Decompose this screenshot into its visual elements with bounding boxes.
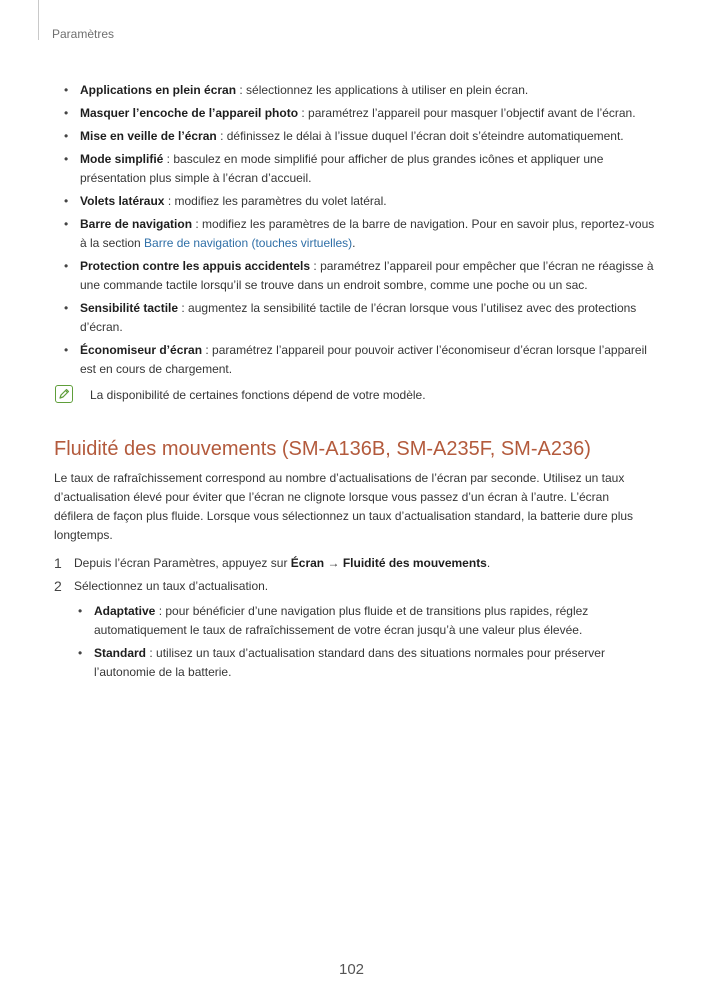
setting-term: Volets latéraux [80,194,165,208]
setting-desc: : paramétrez l’appareil pour pouvoir activer l’économiseur d’écran lorsque l’appareil est en cours de chargement. [80,343,647,376]
list-item [80,299,655,337]
list-item [80,257,655,295]
section-title: Fluidité des mouvements (SM-A136B, SM-A235F, SM-A236) [54,438,591,460]
setting-term: Mise en veille de l’écran [80,129,217,143]
header-rule [38,0,39,40]
list-item [80,104,655,123]
list-item [80,150,655,188]
setting-desc: : sélectionnez les applications à utiliser en plein écran. [236,83,529,97]
step-2 [54,577,646,682]
setting-term: Masquer l’encoche de l’appareil photo [80,106,299,120]
list-item [80,81,655,100]
arrow-icon: → [327,556,340,570]
setting-term: Barre de navigation [80,217,193,231]
setting-desc: : définissez le délai à l’issue duquel l’écran doit s’éteindre automatiquement. [216,129,624,143]
step-number: 2 [54,578,62,594]
setting-term: Économiseur d’écran [80,343,203,357]
menu-display: Écran [290,556,325,570]
navigation-bar-link[interactable]: Barre de navigation (touches virtuelles) [144,236,353,250]
step-text: Depuis l’écran Paramètres, appuyez sur [74,556,291,570]
setting-desc: : basculez en mode simplifié pour afficher de plus grandes icônes et appliquer une présentation plus simple à l’écran d’accueil. [80,152,604,185]
page-number: 102 [338,961,365,978]
note-pencil-icon [55,385,73,403]
settings-list [80,81,655,383]
note-box [55,385,655,407]
setting-term: Sensibilité tactile [80,301,179,315]
note-text: La disponibilité de certaines fonctions dépend de votre modèle. [90,388,426,402]
menu-motion-smoothness: Fluidité des mouvements [342,556,487,570]
step-end: . [486,556,491,570]
option-term: Standard [94,646,147,660]
steps-list [54,554,646,686]
setting-term: Mode simplifié [80,152,164,166]
setting-desc: : modifiez les paramètres de la barre de navigation. Pour en savoir plus, reportez-vous à la section [80,217,655,250]
list-item [80,192,655,211]
option-term: Adaptative [94,604,156,618]
setting-desc: : modifiez les paramètres du volet latéral. [164,194,387,208]
setting-desc-end: . [352,236,356,250]
running-header: Paramètres [52,27,115,41]
option-desc: : utilisez un taux d’actualisation standard dans des situations normales pour préserver l’autonomie de la batterie. [94,646,605,679]
setting-desc: : paramétrez l’appareil pour empêcher que l’écran ne réagisse à une commande tactile lorsqu’il se trouve dans un endroit sombre, comme une poche ou un sac. [80,259,654,292]
list-item [94,602,646,640]
list-item [80,127,655,146]
step-text: Sélectionnez un taux d’actualisation. [74,579,269,593]
setting-desc: : paramétrez l’appareil pour masquer l’objectif avant de l’écran. [298,106,636,120]
list-item [80,215,655,253]
setting-desc: : augmentez la sensibilité tactile de l’écran lorsque vous l’utilisez avec des protections d’écran. [80,301,637,334]
step-1 [54,554,646,573]
step-number: 1 [54,555,62,571]
option-desc: : pour bénéficier d’une navigation plus fluide et de transitions plus rapides, réglez automatiquement le taux de rafraîchissement de votre écran jusqu’à une valeur plus élevée. [94,604,589,637]
setting-term: Applications en plein écran [80,83,237,97]
list-item [94,644,646,682]
list-item [80,341,655,379]
setting-term: Protection contre les appuis accidentels [80,259,311,273]
refresh-options-list [74,602,646,682]
section-intro: Le taux de rafraîchissement correspond au nombre d’actualisations de l’écran par seconde. Utilisez un taux d’actualisation élevé pour éviter que l’écran ne clignote lorsque vous passez d’un écran à l’autre. L’écran défilera de façon plus fluide. Lorsque vous sélectionnez un taux d’actualisation standard, la batterie dure plus longtemps. [54,471,634,542]
